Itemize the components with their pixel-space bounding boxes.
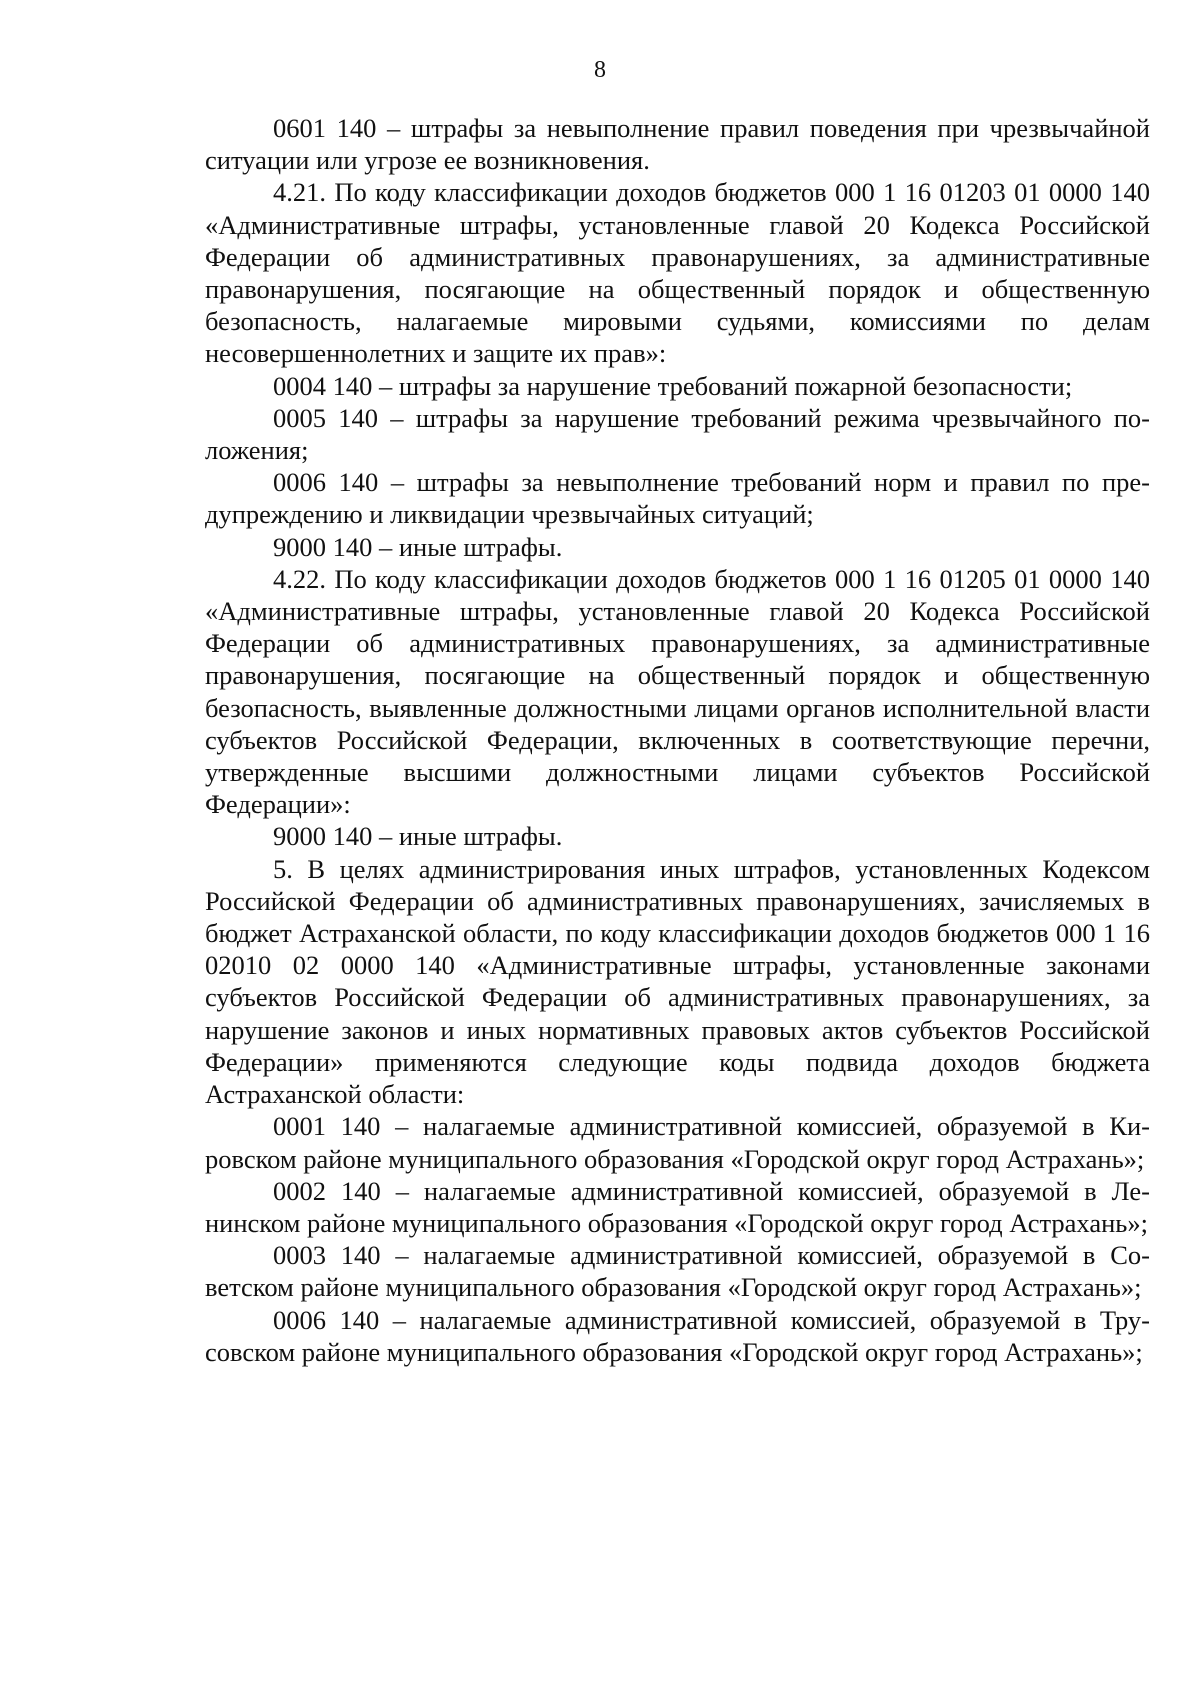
paragraph-4-21: 4.21. По коду классификации доходов бюджетов 000 1 16 01203 01 0000 140 «Административные штрафы, установленные главой 20 Кодекса Российской Федерации об административных правонарушениях, за административные правонарушения, посягающие на общественный порядок и общественную безопасность, налагаемые мировыми судьями, комиссиями по делам несовершеннолетних и защите их прав»: <box>205 177 1150 369</box>
paragraph-0001: 0001 140 – налагаемые административной комиссией, образуемой в Кировском районе муниципального образования «Городской округ город Астрахань»; <box>205 1111 1150 1174</box>
page-number: 8 <box>594 57 606 83</box>
document-body <box>205 112 1150 1368</box>
paragraph-9000-first: 9000 140 – иные штрафы. <box>273 531 563 562</box>
paragraph-0006-commission: 0006 140 – налагаемые административной комиссией, образуемой в Трусовском районе муниципального образования «Городской округ город Астрахань»; <box>205 1304 1150 1367</box>
paragraph-4-22: 4.22. По коду классификации доходов бюджетов 000 1 16 01205 01 0000 140 «Административные штрафы, установленные главой 20 Кодекса Российской Федерации об административных правонарушениях, за административные правонарушения, посягающие на общественный порядок и общественную безопасность, выявленные должностными лицами органов исполнительной власти субъектов Российской Федерации, включенных в соответствующие перечни, утвержденные высшими должностными лицами субъектов Российской Федерации»: <box>205 563 1150 820</box>
paragraph-0005: 0005 140 – штрафы за нарушение требований режима чрезвычайного положения; <box>205 402 1150 466</box>
paragraph-0601: 0601 140 – штрафы за невыполнение правил поведения при чрезвычайной ситуации или угрозе ее возникновения. <box>205 113 1150 176</box>
paragraph-5: 5. В целях администрирования иных штрафов, установленных Кодексом Российской Федерации об административных правонарушениях, зачисляемых в бюджет Астраханской области, по коду классификации доходов бюджетов 000 1 16 02010 02 0000 140 «Административные штрафы, установленные законами субъектов Российской Федерации об административных правонарушениях, за нарушение законов и иных нормативных правовых актов субъектов Российской Федерации» применяются следующие коды подвида доходов бюджета Астраханской области: <box>205 853 1150 1110</box>
paragraph-0002: 0002 140 – налагаемые административной комиссией, образуемой в Ленинском районе муниципального образования «Городской округ город Астрахань»; <box>205 1175 1150 1238</box>
paragraph-0006-fines: 0006 140 – штрафы за невыполнение требований норм и правил по предупреждению и ликвидации чрезвычайных ситуаций; <box>205 467 1150 530</box>
paragraph-0003: 0003 140 – налагаемые административной комиссией, образуемой в Советском районе муниципального образования «Городской округ город Астрахань»; <box>205 1240 1150 1303</box>
paragraph-0004: 0004 140 – штрафы за нарушение требований пожарной безопасности; <box>273 370 1073 401</box>
paragraph-9000-second: 9000 140 – иные штрафы. <box>273 821 563 852</box>
